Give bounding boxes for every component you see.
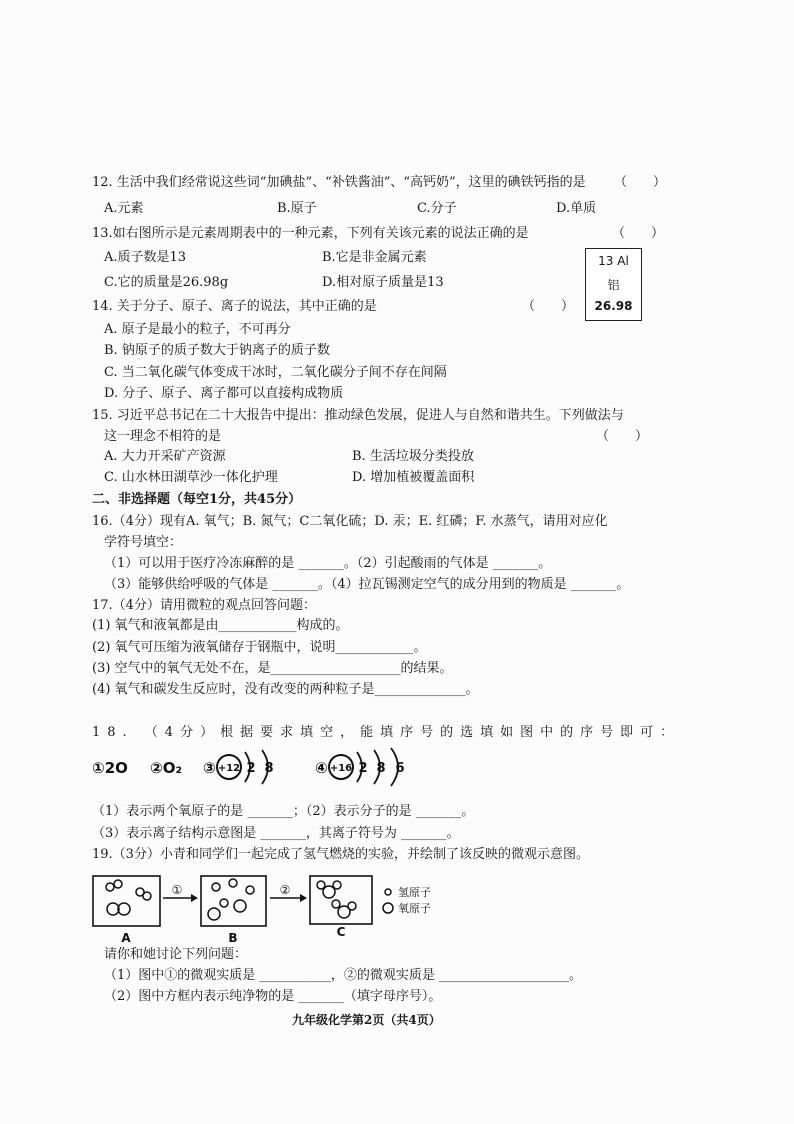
q15-answer-paren: （ ）	[596, 429, 649, 444]
page-footer: 九年级化学第2页（共4页）	[292, 1013, 441, 1027]
nucleus-charge-4: +16	[329, 763, 353, 774]
shell-electrons: 6	[395, 761, 405, 776]
nucleus-charge-3: +12	[217, 763, 241, 774]
q16-subquestions-3-4: （3）能够供给呼吸的气体是 _______。（4）拉瓦锡测定空气的成分用到的物质是 _______。	[104, 577, 630, 592]
shell-electrons: 2	[246, 761, 256, 776]
q16-stem-line1: 16.（4分）现有A. 氧气；B. 氮气；C二氧化硫；D. 汞；E. 红磷；F. 水蒸气，请用对应化	[92, 514, 608, 529]
q17-subquestion-2: (2) 氧气可压缩为液氧储存于钢瓶中，说明____________。	[92, 640, 427, 655]
q12-option-d: D.单质	[556, 201, 597, 216]
q19-prompt: 请你和她讨论下列问题：	[104, 947, 248, 962]
oxygen-atom	[107, 903, 119, 915]
q15-option-c: C. 山水林田湖草沙一体化护理	[104, 470, 278, 485]
legend-oxygen-label: 氧原子	[398, 902, 431, 915]
figure-item-3-label: ③	[203, 759, 216, 777]
q19-stem: 19.（3分）小青和同学们一起完成了氢气燃烧的实验，并绘制了该反映的微观示意图。	[92, 847, 589, 862]
box-a-label: A	[121, 931, 131, 945]
arrow-2-label: ②	[279, 883, 291, 897]
box-c-label: C	[336, 925, 346, 939]
q12-option-c: C.分子	[417, 201, 457, 216]
legend-oxygen-icon	[383, 903, 393, 913]
q18-subquestions-1-2: （1）表示两个氧原子的是 _______；（2）表示分子的是 _______。	[92, 804, 475, 819]
q13-option-b: B.它是非金属元素	[322, 250, 427, 265]
periodic-element-card	[585, 248, 642, 321]
legend-hydrogen-icon	[385, 889, 391, 895]
figure-item-1: ①2O	[92, 759, 128, 777]
q17-subquestion-3: (3) 空气中的氧气无处不在，是____________________的结果。	[92, 661, 453, 676]
q15-stem-line2: 这一理念不相符的是	[104, 429, 222, 444]
q13-option-d: D.相对原子质量是13	[322, 275, 444, 290]
q18-subquestions-3: （3）表示离子结构示意图是 _______，其离子符号为 _______。	[92, 826, 460, 841]
q12-option-a: A.元素	[104, 201, 144, 216]
q14-option-a: A. 原子是最小的粒子，不可再分	[104, 322, 291, 337]
q12-option-b: B.原子	[277, 201, 317, 216]
q18-stem: 18. （4分）根据要求填空，能填序号的选填如图中的序号即可：	[92, 725, 681, 740]
q17-stem: 17.（4分）请用微粒的观点回答问题：	[92, 598, 316, 613]
figure-item-4-label: ④	[315, 759, 328, 777]
q14-option-b: B. 钠原子的质子数大于钠离子的质子数	[104, 343, 330, 358]
section-title: 二、非选择题（每空1分，共45分）	[92, 492, 302, 507]
q17-subquestion-1: (1) 氧气和液氧都是由____________构成的。	[92, 618, 349, 633]
legend-hydrogen-label: 氢原子	[398, 886, 431, 899]
arrow-2-head	[300, 894, 307, 902]
reaction-micro-diagram	[88, 870, 468, 946]
oxygen-atom	[338, 906, 350, 918]
q13-option-c: C.它的质量是26.98g	[104, 275, 229, 290]
q15-option-d: D. 增加植被覆盖面积	[352, 470, 475, 485]
q19-subquestion-2: （2）图中方框内表示纯净物的是 _______（填字母序号）。	[104, 989, 442, 1004]
q15-stem-line1: 15. 习近平总书记在二十大报告中提出：推动绿色发展，促进人与自然和谐共生。下列做法与	[92, 408, 624, 423]
hydrogen-atom	[220, 899, 228, 907]
q13-option-a: A.质子数是13	[104, 250, 187, 265]
hydrogen-atom	[106, 883, 114, 891]
hydrogen-atom	[114, 880, 122, 888]
hydrogen-atom	[332, 900, 340, 908]
hydrogen-atom	[143, 892, 151, 900]
hydrogen-atom	[229, 879, 237, 887]
arrow-1-head	[191, 894, 198, 902]
q14-option-d: D. 分子、原子、离子都可以直接构成物质	[104, 386, 344, 401]
q16-subquestions-1-2: （1）可以用于医疗冷冻麻醉的是 _______。（2）引起酸雨的气体是 _______。	[104, 556, 552, 571]
hydrogen-atom	[212, 883, 220, 891]
shell-electrons: 8	[264, 761, 274, 776]
q16-stem-line2: 学符号填空：	[104, 535, 183, 550]
oxygen-atom	[118, 903, 130, 915]
oxygen-atom	[208, 908, 220, 920]
q15-option-b: B. 生活垃圾分类投放	[352, 449, 474, 464]
q14-stem: 14. 关于分子、原子、离子的说法，其中正确的是	[92, 299, 377, 314]
element-number-symbol: 13 Al	[598, 254, 629, 268]
q15-option-a: A. 大力开采矿产资源	[104, 449, 226, 464]
shell-electrons: 8	[376, 761, 386, 776]
hydrogen-atom	[246, 886, 254, 894]
box-a	[93, 876, 160, 926]
q12-answer-paren: （ ）	[614, 175, 667, 190]
oxygen-atom	[323, 886, 335, 898]
q18-symbols-figure	[85, 745, 430, 790]
shell-electrons: 2	[358, 761, 368, 776]
q14-option-c: C. 当二氧化碳气体变成干冰时，二氧化碳分子间不存在间隔	[104, 365, 447, 380]
q14-answer-paren: （ ）	[522, 299, 575, 314]
element-atomic-mass: 26.98	[594, 299, 633, 313]
figure-item-2: ②O₂	[150, 759, 183, 777]
box-b-label: B	[228, 931, 238, 945]
oxygen-atom	[234, 900, 246, 912]
q19-subquestion-1: （1）图中①的微观实质是 ___________，②的微观实质是 ____________________。	[104, 968, 583, 983]
q12-stem: 12. 生活中我们经常说这些词“加碘盐”、“补铁酱油”、“高钙奶”，这里的碘铁钙指的是	[92, 175, 586, 190]
arrow-1-label: ①	[171, 883, 183, 897]
q17-subquestion-4: (4) 氧气和碳发生反应时，没有改变的两种粒子是______________。	[92, 682, 479, 697]
q13-stem: 13.如右图所示是元素周期表中的一种元素，下列有关该元素的说法正确的是	[92, 226, 529, 241]
q13-answer-paren: （ ）	[612, 226, 665, 241]
element-name: 铝	[607, 278, 620, 292]
